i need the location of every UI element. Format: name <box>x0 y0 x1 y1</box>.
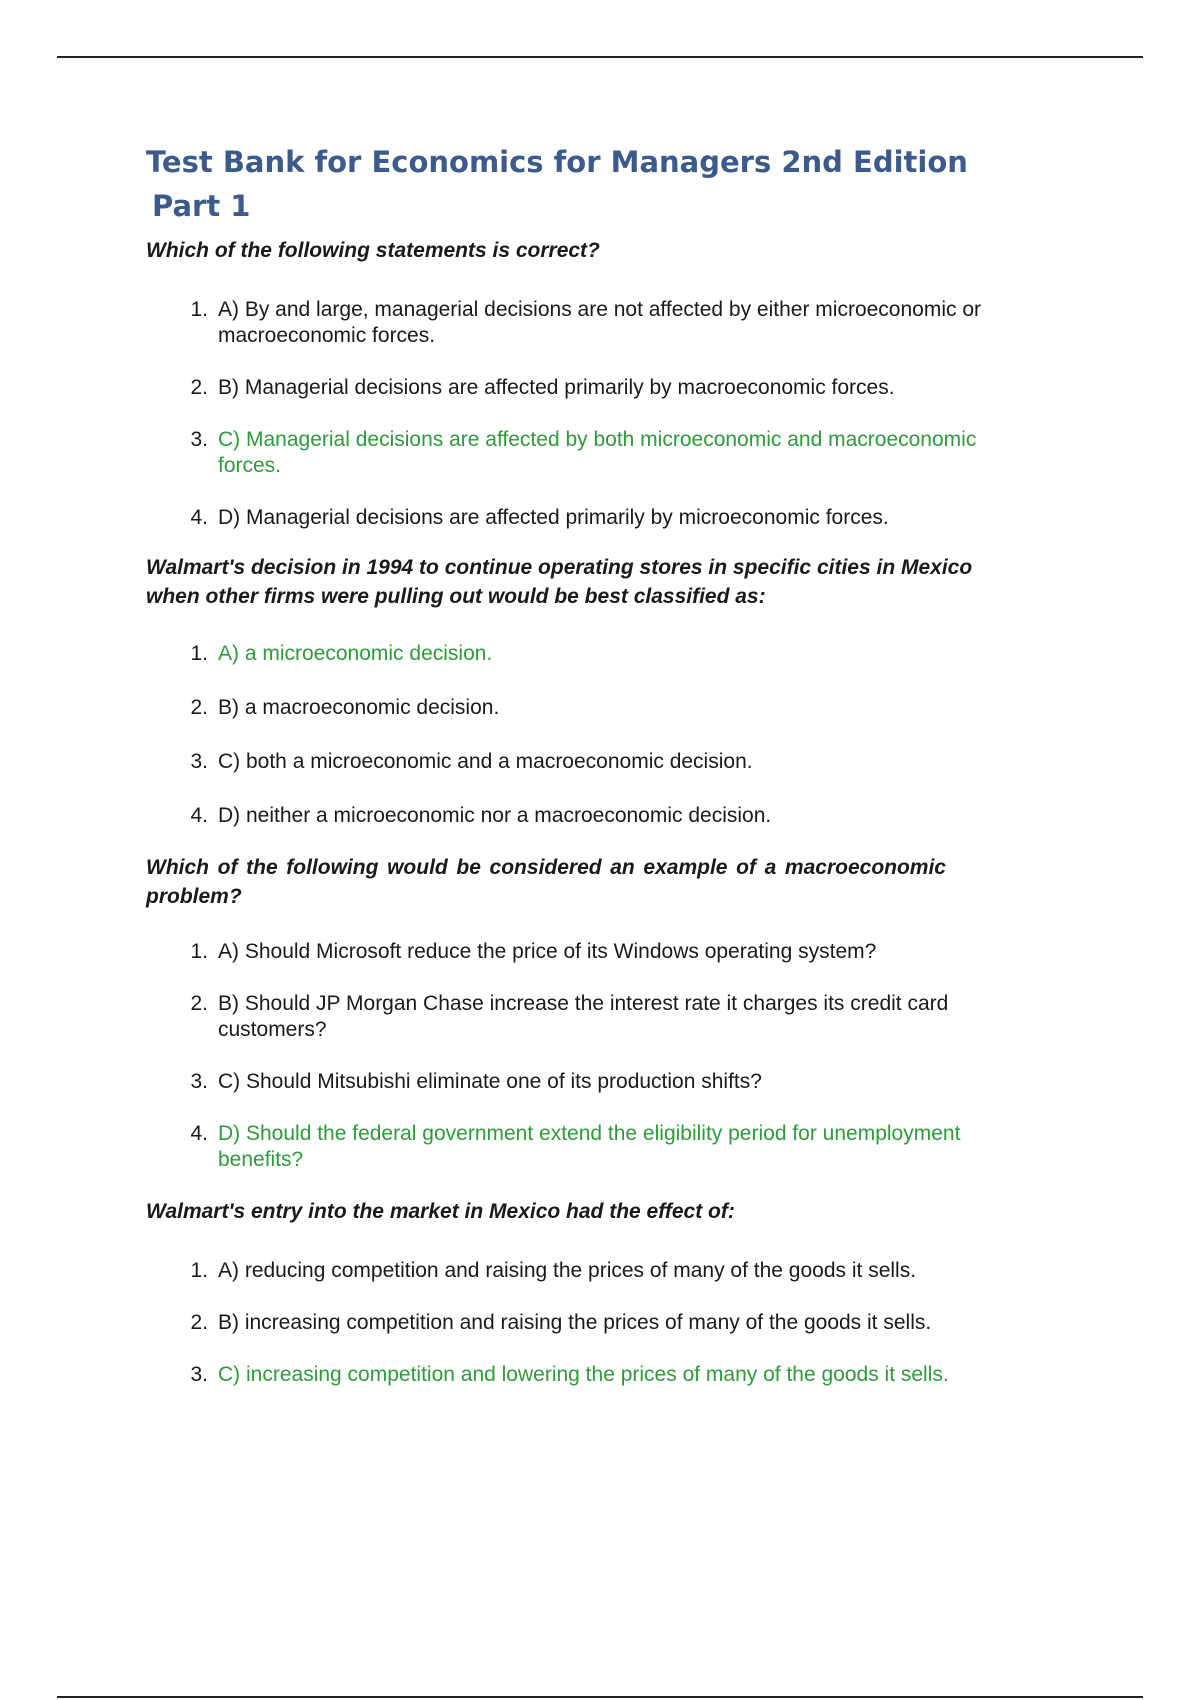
option-number: 3. <box>190 1363 208 1386</box>
document-body <box>146 140 1026 1388</box>
option-text: A) reducing competition and raising the prices of many of the goods it sells. <box>218 1259 917 1282</box>
top-rule <box>57 56 1143 58</box>
option-text: D) Should the federal government extend the eligibility period for unemployment benefits? <box>218 1122 961 1171</box>
option-number: 3. <box>190 1070 208 1093</box>
question-3-options <box>146 939 1026 1173</box>
question-1-option-1 <box>146 297 1026 349</box>
question-1-text: Which of the following statements is correct? <box>146 239 600 262</box>
option-text: C) Managerial decisions are affected by both microeconomic and macroeconomic forces. <box>218 428 977 477</box>
question-3-option-4-correct <box>146 1121 1026 1173</box>
question-1-option-3-correct <box>146 427 1026 479</box>
question-2-option-4 <box>146 803 1026 829</box>
option-text: B) Should JP Morgan Chase increase the interest rate it charges its credit card customers? <box>218 992 949 1041</box>
option-text: A) Should Microsoft reduce the price of its Windows operating system? <box>218 940 877 963</box>
option-number: 4. <box>190 1122 208 1145</box>
question-2-text: Walmart's decision in 1994 to continue operating stores in specific cities in Mexico when other firms were pulling out would be best classified as: <box>146 556 973 608</box>
option-number: 4. <box>190 506 208 529</box>
option-number: 4. <box>190 804 208 827</box>
question-block-1 <box>146 236 1026 531</box>
question-block-4 <box>146 1197 1026 1388</box>
option-number: 2. <box>190 992 208 1015</box>
option-number: 2. <box>190 376 208 399</box>
option-text: C) increasing competition and lowering the prices of many of the goods it sells. <box>218 1363 949 1386</box>
question-1-option-2 <box>146 375 1026 401</box>
question-4-option-1 <box>146 1258 1026 1284</box>
question-block-3 <box>146 853 1026 1173</box>
title-line-2: Part 1 <box>152 189 251 223</box>
question-4-options <box>146 1258 1026 1388</box>
question-3-option-3 <box>146 1069 1026 1095</box>
option-text: C) Should Mitsubishi eliminate one of its production shifts? <box>218 1070 762 1093</box>
option-text: D) neither a microeconomic nor a macroeconomic decision. <box>218 804 772 827</box>
question-2-options <box>146 641 1026 829</box>
question-block-2 <box>146 553 1026 829</box>
option-number: 1. <box>190 1259 208 1282</box>
option-text: B) increasing competition and raising the prices of many of the goods it sells. <box>218 1311 932 1334</box>
option-number: 2. <box>190 1311 208 1334</box>
option-text: B) Managerial decisions are affected primarily by macroeconomic forces. <box>218 376 895 399</box>
option-text: B) a macroeconomic decision. <box>218 696 500 719</box>
bottom-rule <box>57 1696 1143 1698</box>
question-3-text: Which of the following would be considered an example of a macroeconomic problem? <box>146 856 946 908</box>
option-text: C) both a microeconomic and a macroeconomic decision. <box>218 750 753 773</box>
option-number: 1. <box>190 940 208 963</box>
option-number: 1. <box>190 642 208 665</box>
question-2-option-2 <box>146 695 1026 721</box>
question-4-option-3-correct <box>146 1362 1026 1388</box>
question-3-option-2 <box>146 991 1026 1043</box>
page-title <box>146 140 1026 228</box>
title-line-1: Test Bank for Economics for Managers 2nd Edition <box>146 145 968 179</box>
question-2-option-3 <box>146 749 1026 775</box>
option-number: 3. <box>190 428 208 451</box>
question-4-option-2 <box>146 1310 1026 1336</box>
question-4-text: Walmart's entry into the market in Mexico had the effect of: <box>146 1200 735 1223</box>
option-number: 1. <box>190 298 208 321</box>
option-text: A) By and large, managerial decisions are not affected by either microeconomic or macroeconomic forces. <box>218 298 982 347</box>
option-text: A) a microeconomic decision. <box>218 642 493 665</box>
option-text: D) Managerial decisions are affected primarily by microeconomic forces. <box>218 506 889 529</box>
question-1-options <box>146 297 1026 531</box>
question-1-option-4 <box>146 505 1026 531</box>
question-3-option-1 <box>146 939 1026 965</box>
option-number: 2. <box>190 696 208 719</box>
question-2-option-1-correct <box>146 641 1026 667</box>
option-number: 3. <box>190 750 208 773</box>
